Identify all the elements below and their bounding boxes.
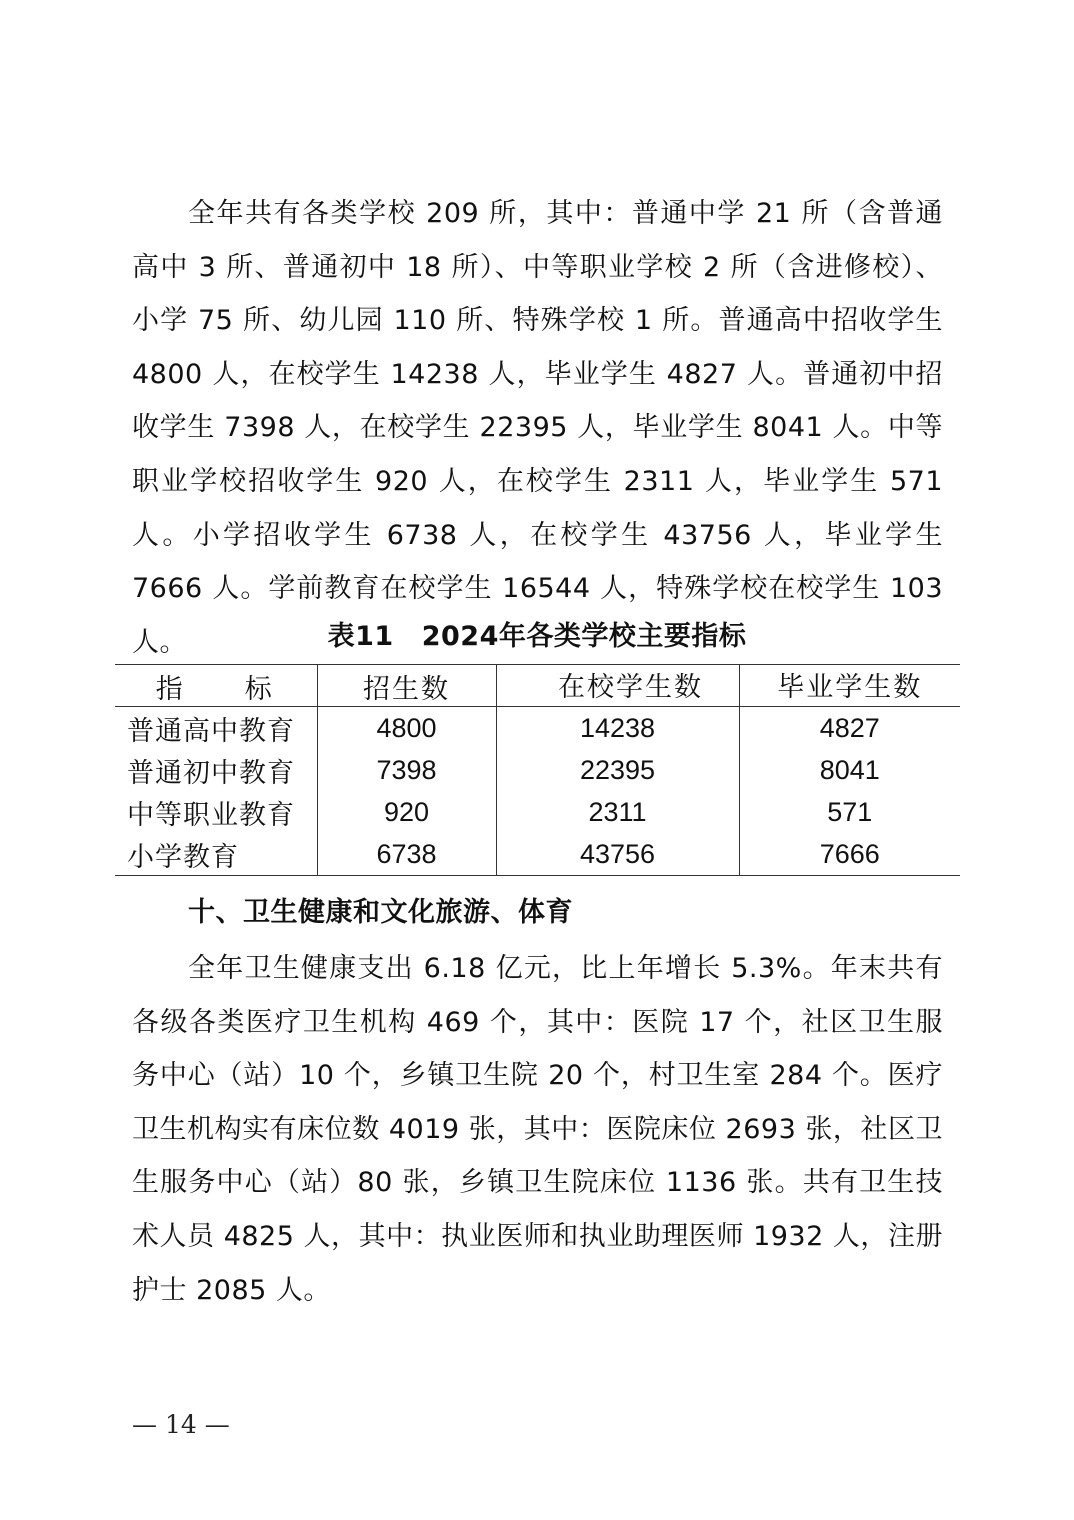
graduates-cell: 7666 — [739, 833, 960, 876]
header-enrolled: 招生数 — [317, 665, 496, 707]
section-heading: 十、卫生健康和文化旅游、体育 — [188, 897, 573, 928]
in-school-cell: 22395 — [496, 749, 739, 791]
in-school-cell: 2311 — [496, 791, 739, 833]
row-label: 中等职业教育 — [127, 799, 295, 831]
header-graduates: 毕业学生数 — [739, 665, 960, 707]
graduates-cell: 571 — [739, 791, 960, 833]
enrolled-cell: 920 — [317, 791, 496, 833]
header-indicator: 指 标 — [115, 665, 317, 707]
page-number: — 14 — — [132, 1410, 230, 1439]
header-in-school: 在校学生数 — [496, 665, 739, 707]
table-number: 表11 — [327, 621, 394, 652]
row-label: 小学教育 — [115, 833, 317, 876]
schools-paragraph: 全年共有各类学校 209 所，其中：普通中学 21 所（含普通高中 3 所、普通初中 18 所）、中等职业学校 2 所（含进修校）、小学 75 所、幼儿园 110 所、特殊学校 1 所。普通高中招收学生 4800 人，在校学生 14238 人，毕业学生 4827 人。普通初中招收学生 7398 人，在校学生 22395 人，毕业学生 8041 人。中等职业学校招收学生 920 人，在校学生 2311 人，毕业学生 571 人。小学招收学生 6738 人，在校学生 43756 人，毕业学生 7666 人。学前教育在校学生 16544 人，特殊学校在校学生 103 人。 — [132, 198, 943, 658]
enrolled-cell: 7398 — [317, 749, 496, 791]
table-caption — [0, 614, 1074, 653]
enrolled-cell: 4800 — [317, 707, 496, 750]
in-school-cell: 14238 — [496, 707, 739, 750]
graduates-cell: 8041 — [739, 749, 960, 791]
table-row — [115, 833, 960, 876]
graduates-cell: 4827 — [739, 707, 960, 750]
table-title: 2024年各类学校主要指标 — [421, 621, 747, 652]
row-label: 普通高中教育 — [127, 715, 295, 747]
table-row — [115, 791, 960, 833]
schools-indicator-table — [115, 664, 960, 876]
enrolled-cell: 6738 — [317, 833, 496, 876]
in-school-cell: 43756 — [496, 833, 739, 876]
table-row — [115, 707, 960, 750]
health-paragraph: 全年卫生健康支出 6.18 亿元，比上年增长 5.3%。年末共有各级各类医疗卫生机构 469 个，其中：医院 17 个，社区卫生服务中心（站）10 个，乡镇卫生院 20 个，村卫生室 284 个。医疗卫生机构实有床位数 4019 张，其中：医院床位 2693 张，社区卫生服务中心（站）80 张，乡镇卫生院床位 1136 张。共有卫生技术人员 4825 人，其中：执业医师和执业助理医师 1932 人，注册护士 2085 人。 — [132, 953, 943, 1306]
table-body — [115, 707, 960, 876]
table-row — [115, 749, 960, 791]
table-header-row — [115, 665, 960, 707]
row-label: 普通初中教育 — [127, 757, 295, 789]
